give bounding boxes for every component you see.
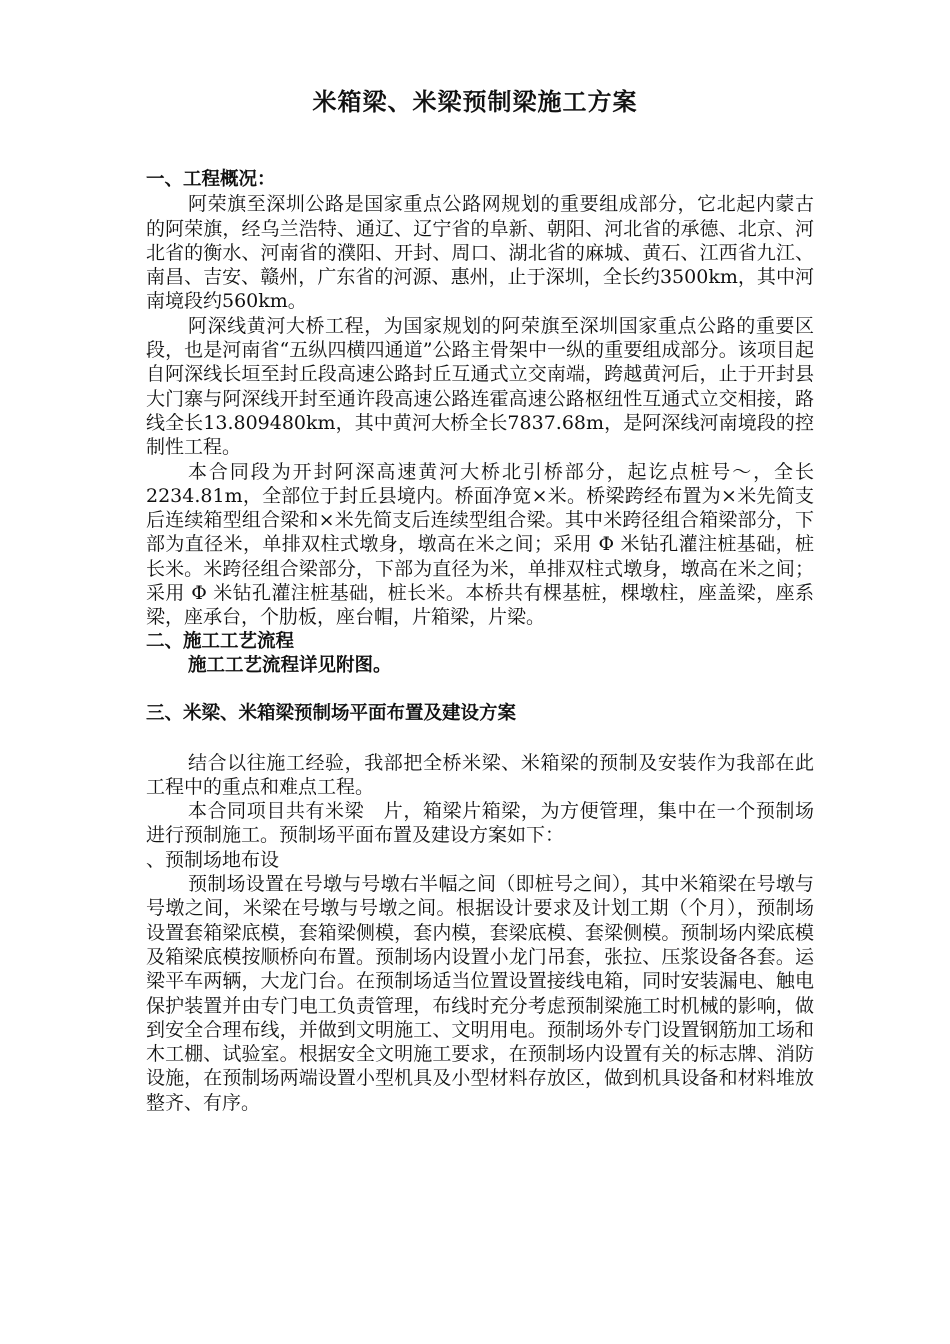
- section-1-paragraph-3: 本合同段为开封阿深高速黄河大桥北引桥部分，起讫点桩号～，全长2234.81m，全部位于封丘县境内。桥面净宽×米。桥梁跨经布置为×米先简支后连续箱型组合梁和×米先简支后连续型组合梁。其中米跨径组合箱梁部分，下部为直径米，单排双柱式墩身，墩高在米之间；采用 Φ 米钻孔灌注桩基础，桩长米。米跨径组合梁部分，下部为直径为米，单排双柱式墩身，墩高在米之间；采用 Φ 米钻孔灌注桩基础，桩长米。本桥共有棵基桩，棵墩柱，座盖梁，座系梁，座承台，个肋板，座台帽，片箱梁，片梁。: [146, 460, 814, 629]
- spacer: [146, 678, 814, 702]
- section-1-paragraph-1: 阿荣旗至深圳公路是国家重点公路网规划的重要组成部分，它北起内蒙古的阿荣旗，经乌兰浩特、通辽、辽宁省的阜新、朝阳、河北省的承德、北京、河北省的衡水、河南省的濮阳、开封、周口、湖北省的麻城、黄石、江西省九江、南昌、吉安、赣州，广东省的河源、惠州，止于深圳，全长约3500km，其中河南境段约560km。: [146, 193, 814, 313]
- section-2-paragraph-1: 施工工艺流程详见附图。: [188, 654, 392, 676]
- section-1-paragraph-2: 阿深线黄河大桥工程，为国家规划的阿荣旗至深圳国家重点公路的重要区段，也是河南省“五纵四横四通道”公路主骨架中一纵的重要组成部分。该项目起自阿深线长垣至封丘段高速公路封丘互通式立交南端，跨越黄河后，止于开封县大门寨与阿深线开封至通许段高速公路连霍高速公路枢纽性互通式立交相接，路线全长13.809480km，其中黄河大桥全长7837.68m，是阿深线河南境段的控制性工程。: [146, 314, 814, 459]
- section-3-subheading-1: 、预制场地布设: [146, 848, 280, 871]
- section-1-heading: 一、工程概况：: [146, 169, 276, 190]
- section-3-paragraph-1: 结合以往施工经验，我部把全桥米梁、米箱梁的预制及安装作为我部在此工程中的重点和难点工程。: [146, 751, 814, 798]
- section-3-paragraph-3: 预制场设置在号墩与号墩右半幅之间（即桩号之间），其中米箱梁在号墩与号墩之间，米梁在号墩与号墩之间。根据设计要求及计划工期（个月），预制场设置套箱梁底模，套箱梁侧模，套内模，套梁底模、套梁侧模。预制场内梁底模及箱梁底模按顺桥向布置。预制场内设置小龙门吊套，张拉、压浆设备各套。运梁平车两辆，大龙门台。在预制场适当位置设置接线电箱，同时安装漏电、触电保护装置并由专门电工负责管理，布线时充分考虑预制梁施工时机械的影响，做到安全合理布线，并做到文明施工、文明用电。预制场外专门设置钢筋加工场和木工棚、试验室。根据安全文明施工要求，在预制场内设置有关的标志牌、消防设施，在预制场两端设置小型机具及小型材料存放区，做到机具设备和材料堆放整齐、有序。: [146, 873, 814, 1114]
- spacer: [146, 727, 814, 751]
- section-3-heading: 三、米梁、米箱梁预制场平面布置及建设方案: [146, 703, 517, 725]
- section-3-paragraph-2: 本合同项目共有米梁 片，箱梁片箱梁，为方便管理，集中在一个预制场进行预制施工。预制场平面布置及建设方案如下：: [146, 800, 814, 847]
- document-body: [146, 168, 814, 1115]
- document-title: 米箱梁、米梁预制梁施工方案: [312, 88, 638, 116]
- section-2-heading: 二、施工工艺流程: [146, 630, 295, 652]
